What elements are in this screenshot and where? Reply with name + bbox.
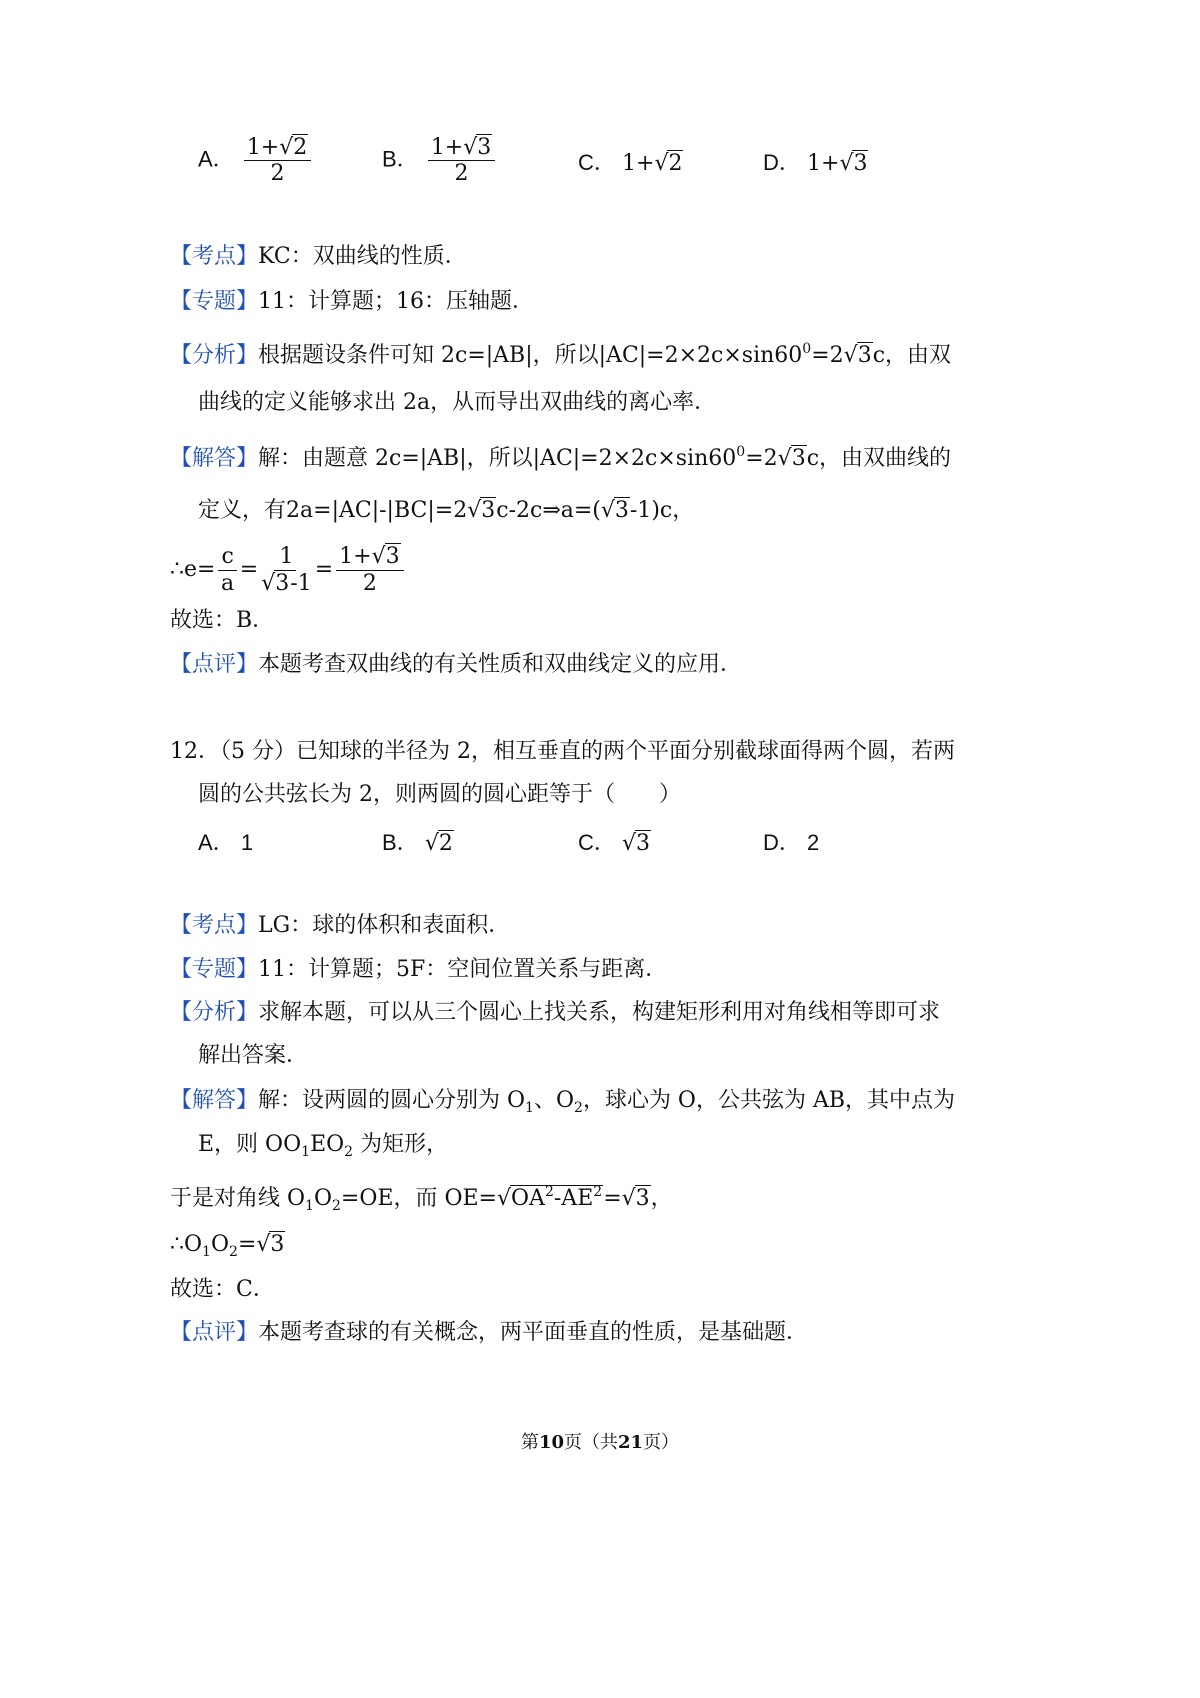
q12-option-b: B． √2: [382, 830, 453, 856]
q11-kaodian: 【考点】KC：双曲线的性质．: [170, 244, 467, 269]
q12-kaodian: 【考点】LG：球的体积和表面积．: [170, 913, 511, 938]
q11-zhuanti: 【专题】11：计算题；16：压轴题．: [170, 289, 535, 314]
q12-option-a: A． 1: [198, 830, 254, 855]
q11-option-b-fraction: $\frac{1+√3}{2}$: [428, 136, 495, 185]
q11-fenxi: 【分析】根据题设条件可知 2c=|AB|，所以$|AC|=2\times 2c\times\sin 60^0=2√3c$，由双: [170, 341, 952, 368]
q11-option-b: B． $\frac{1+√3}{2}$: [382, 136, 498, 185]
q12-option-d: D． 2: [763, 830, 820, 855]
page-footer: 第10页（共21页）: [520, 1432, 680, 1453]
q11-eccentricity: ∴e= $\frac{c}{a}$ = $\frac{1}{√3-1}$ = $\frac{1+√3}{2}$: [170, 540, 407, 600]
q11-answer: 故选：B．: [170, 608, 275, 633]
q11-option-c: C． 1+√2: [578, 150, 683, 176]
q12-jieda-line2: E，则 $OO_1EO_2$ 为矩形，: [198, 1132, 449, 1160]
q12-jieda-line3: 于是对角线 $O_1O_2=OE$，而 $OE=√OA^2-AE^2=√3$，: [170, 1184, 673, 1214]
q11-option-a-fraction: $\frac{1+√2}{2}$: [244, 136, 311, 185]
q11-dianping: 【点评】本题考查双曲线的有关性质和双曲线定义的应用．: [170, 652, 743, 677]
q12-stem-line2: 圆的公共弦长为 2，则两圆的圆心距等于（ ）: [198, 782, 681, 807]
q12-fenxi: 【分析】求解本题，可以从三个圆心上找关系，构建矩形利用对角线相等即可求: [170, 1000, 941, 1025]
q11-option-a: A． $\frac{1+√2}{2}$: [198, 136, 314, 185]
q11-fenxi-line2: 曲线的定义能够求出 2a，从而导出双曲线的离心率．: [198, 390, 717, 415]
q11-option-d: D． 1+√3: [763, 150, 868, 176]
q12-zhuanti: 【专题】11：计算题；5F：空间位置关系与距离．: [170, 957, 668, 982]
q12-fenxi-line2: 解出答案．: [198, 1043, 309, 1068]
e-fraction-2: $\frac{1}{√3-1}$: [261, 544, 312, 596]
e-fraction-3: $\frac{1+√3}{2}$: [336, 545, 403, 594]
q12-jieda: 【解答】解：设两圆的圆心分别为 $O_1$、$O_2$，球心为 O，公共弦为 AB，其中点为: [170, 1088, 956, 1116]
q12-stem: 12．（5 分）已知球的半径为 2，相互垂直的两个平面分别截球面得两个圆，若两: [170, 739, 955, 764]
e-fraction-1: $\frac{c}{a}$: [218, 545, 236, 594]
q12-option-c: C． √3: [578, 830, 651, 856]
q11-definition: 定义，有2a=|AC|-|BC|=2√3c-2c⇒a=(√3-1)c，: [198, 498, 695, 523]
q11-jieda: 【解答】解：由题意 2c=|AB|，所以$|AC|=2\times 2c\times\sin 60^0=2√3c$，由双曲线的: [170, 444, 952, 471]
q12-answer: 故选：C．: [170, 1277, 275, 1302]
q12-result: $\therefore O_1O_2=√3$: [170, 1232, 285, 1260]
q12-dianping: 【点评】本题考查球的有关概念，两平面垂直的性质，是基础题．: [170, 1320, 809, 1345]
